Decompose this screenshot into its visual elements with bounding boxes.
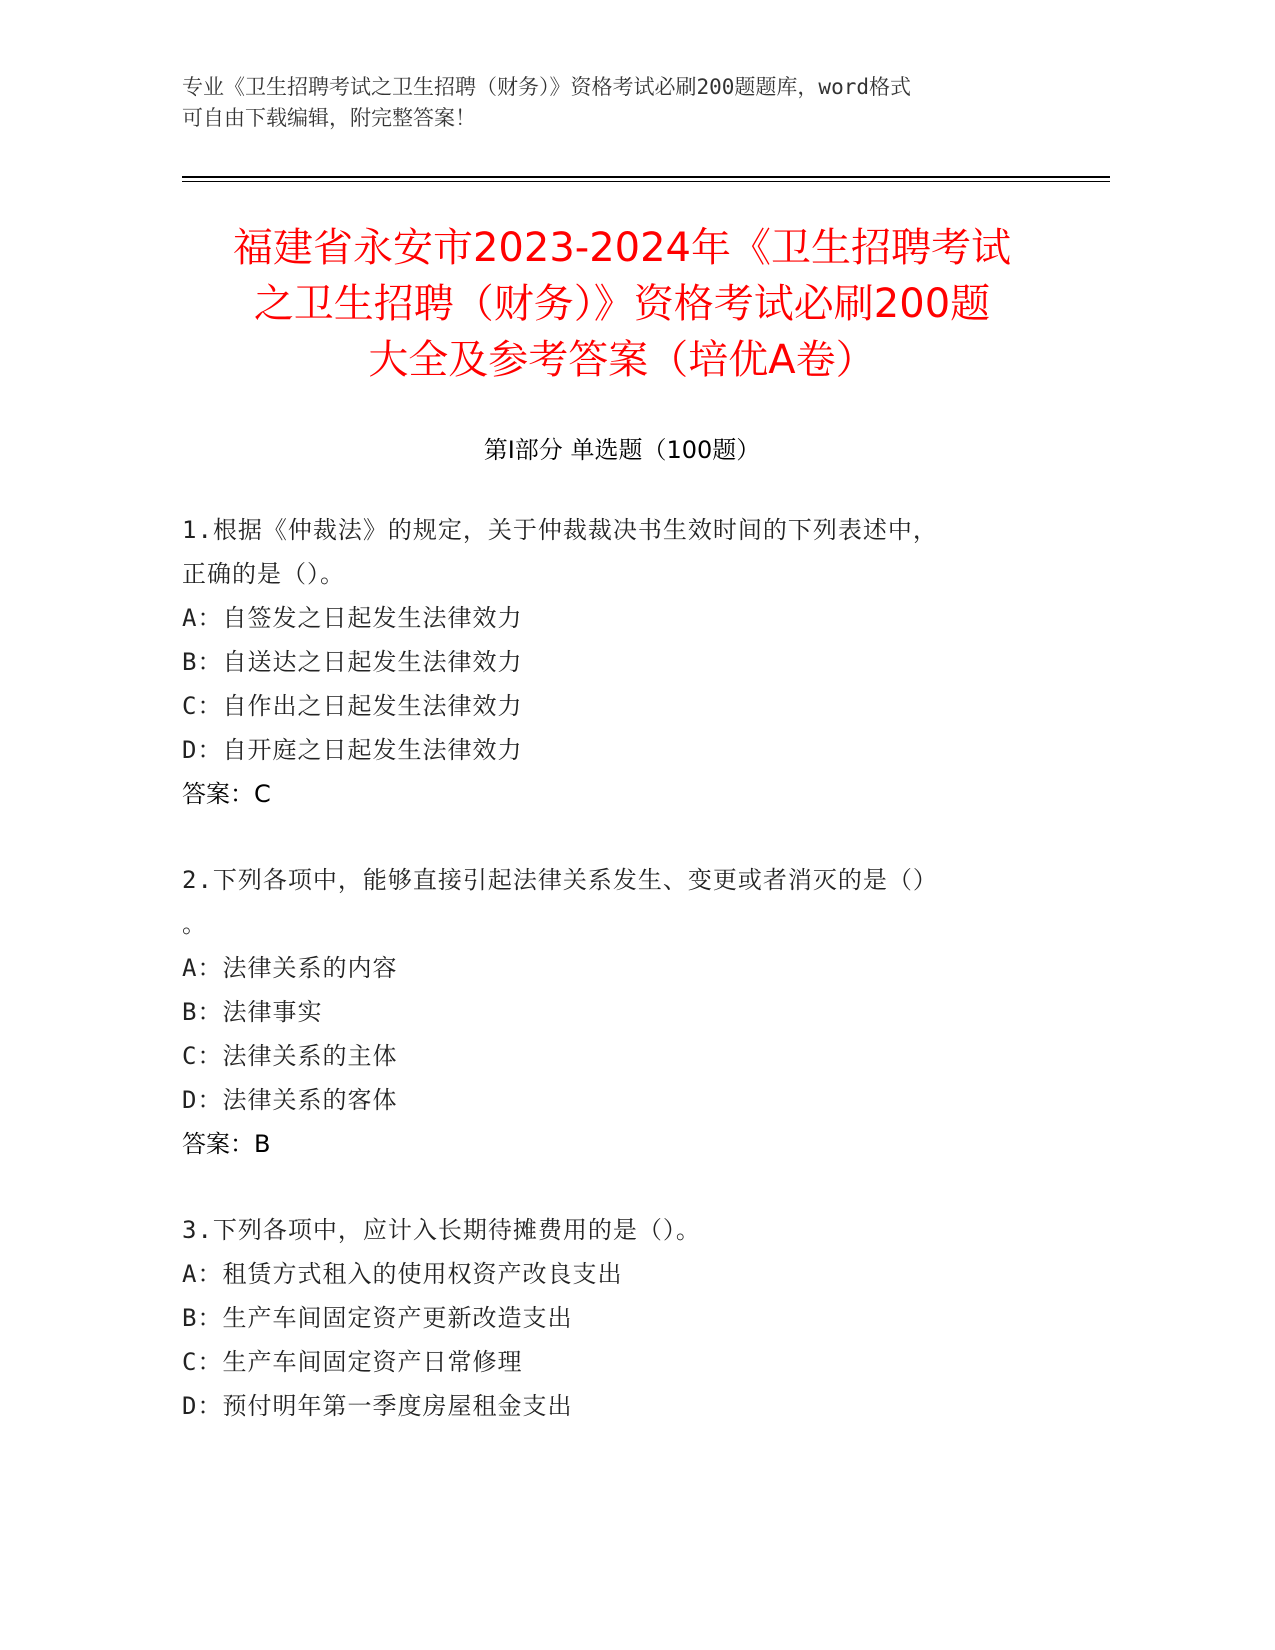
option-a: A：法律关系的内容 xyxy=(182,954,398,982)
answer: 答案：C xyxy=(182,780,271,808)
question-list xyxy=(182,508,1062,1470)
document-title xyxy=(182,220,1062,388)
header-note-line-2: 可自由下载编辑，附完整答案！ xyxy=(182,106,476,130)
question-2 xyxy=(182,858,1062,1166)
question-stem: 3.下列各项中，应计入长期待摊费用的是（）。 xyxy=(182,1216,701,1244)
question-stem: 2.下列各项中，能够直接引起法律关系发生、变更或者消灭的是（） xyxy=(182,866,938,894)
option-c: C：法律关系的主体 xyxy=(182,1042,398,1070)
question-3 xyxy=(182,1208,1062,1428)
section-heading: 第Ⅰ部分 单选题（100题） xyxy=(483,436,761,464)
header-note xyxy=(182,72,1062,134)
question-stem-continued: 正确的是（）。 xyxy=(182,560,345,588)
header-divider-thin xyxy=(182,181,1110,182)
header-note-line-1: 专业《卫生招聘考试之卫生招聘（财务）》资格考试必刷200题题库，word格式 xyxy=(182,75,911,99)
option-b: B：生产车间固定资产更新改造支出 xyxy=(182,1304,573,1332)
answer: 答案：B xyxy=(182,1130,271,1158)
option-d: D：自开庭之日起发生法律效力 xyxy=(182,736,523,764)
option-a: A：租赁方式租入的使用权资产改良支出 xyxy=(182,1260,623,1288)
option-b: B：自送达之日起发生法律效力 xyxy=(182,648,523,676)
header-divider-thick xyxy=(182,176,1110,178)
option-c: C：自作出之日起发生法律效力 xyxy=(182,692,523,720)
question-1 xyxy=(182,508,1062,816)
question-stem: 1.根据《仲裁法》的规定，关于仲裁裁决书生效时间的下列表述中， xyxy=(182,516,938,544)
option-c: C：生产车间固定资产日常修理 xyxy=(182,1348,523,1376)
title-line-3: 大全及参考答案（培优A卷） xyxy=(368,337,876,383)
option-a: A：自签发之日起发生法律效力 xyxy=(182,604,523,632)
title-line-2: 之卫生招聘（财务）》资格考试必刷200题 xyxy=(253,281,991,327)
option-b: B：法律事实 xyxy=(182,998,323,1026)
question-stem-continued: 。 xyxy=(182,910,207,938)
title-line-1: 福建省永安市2023-2024年《卫生招聘考试 xyxy=(232,225,1012,271)
option-d: D：预付明年第一季度房屋租金支出 xyxy=(182,1392,573,1420)
option-d: D：法律关系的客体 xyxy=(182,1086,398,1114)
